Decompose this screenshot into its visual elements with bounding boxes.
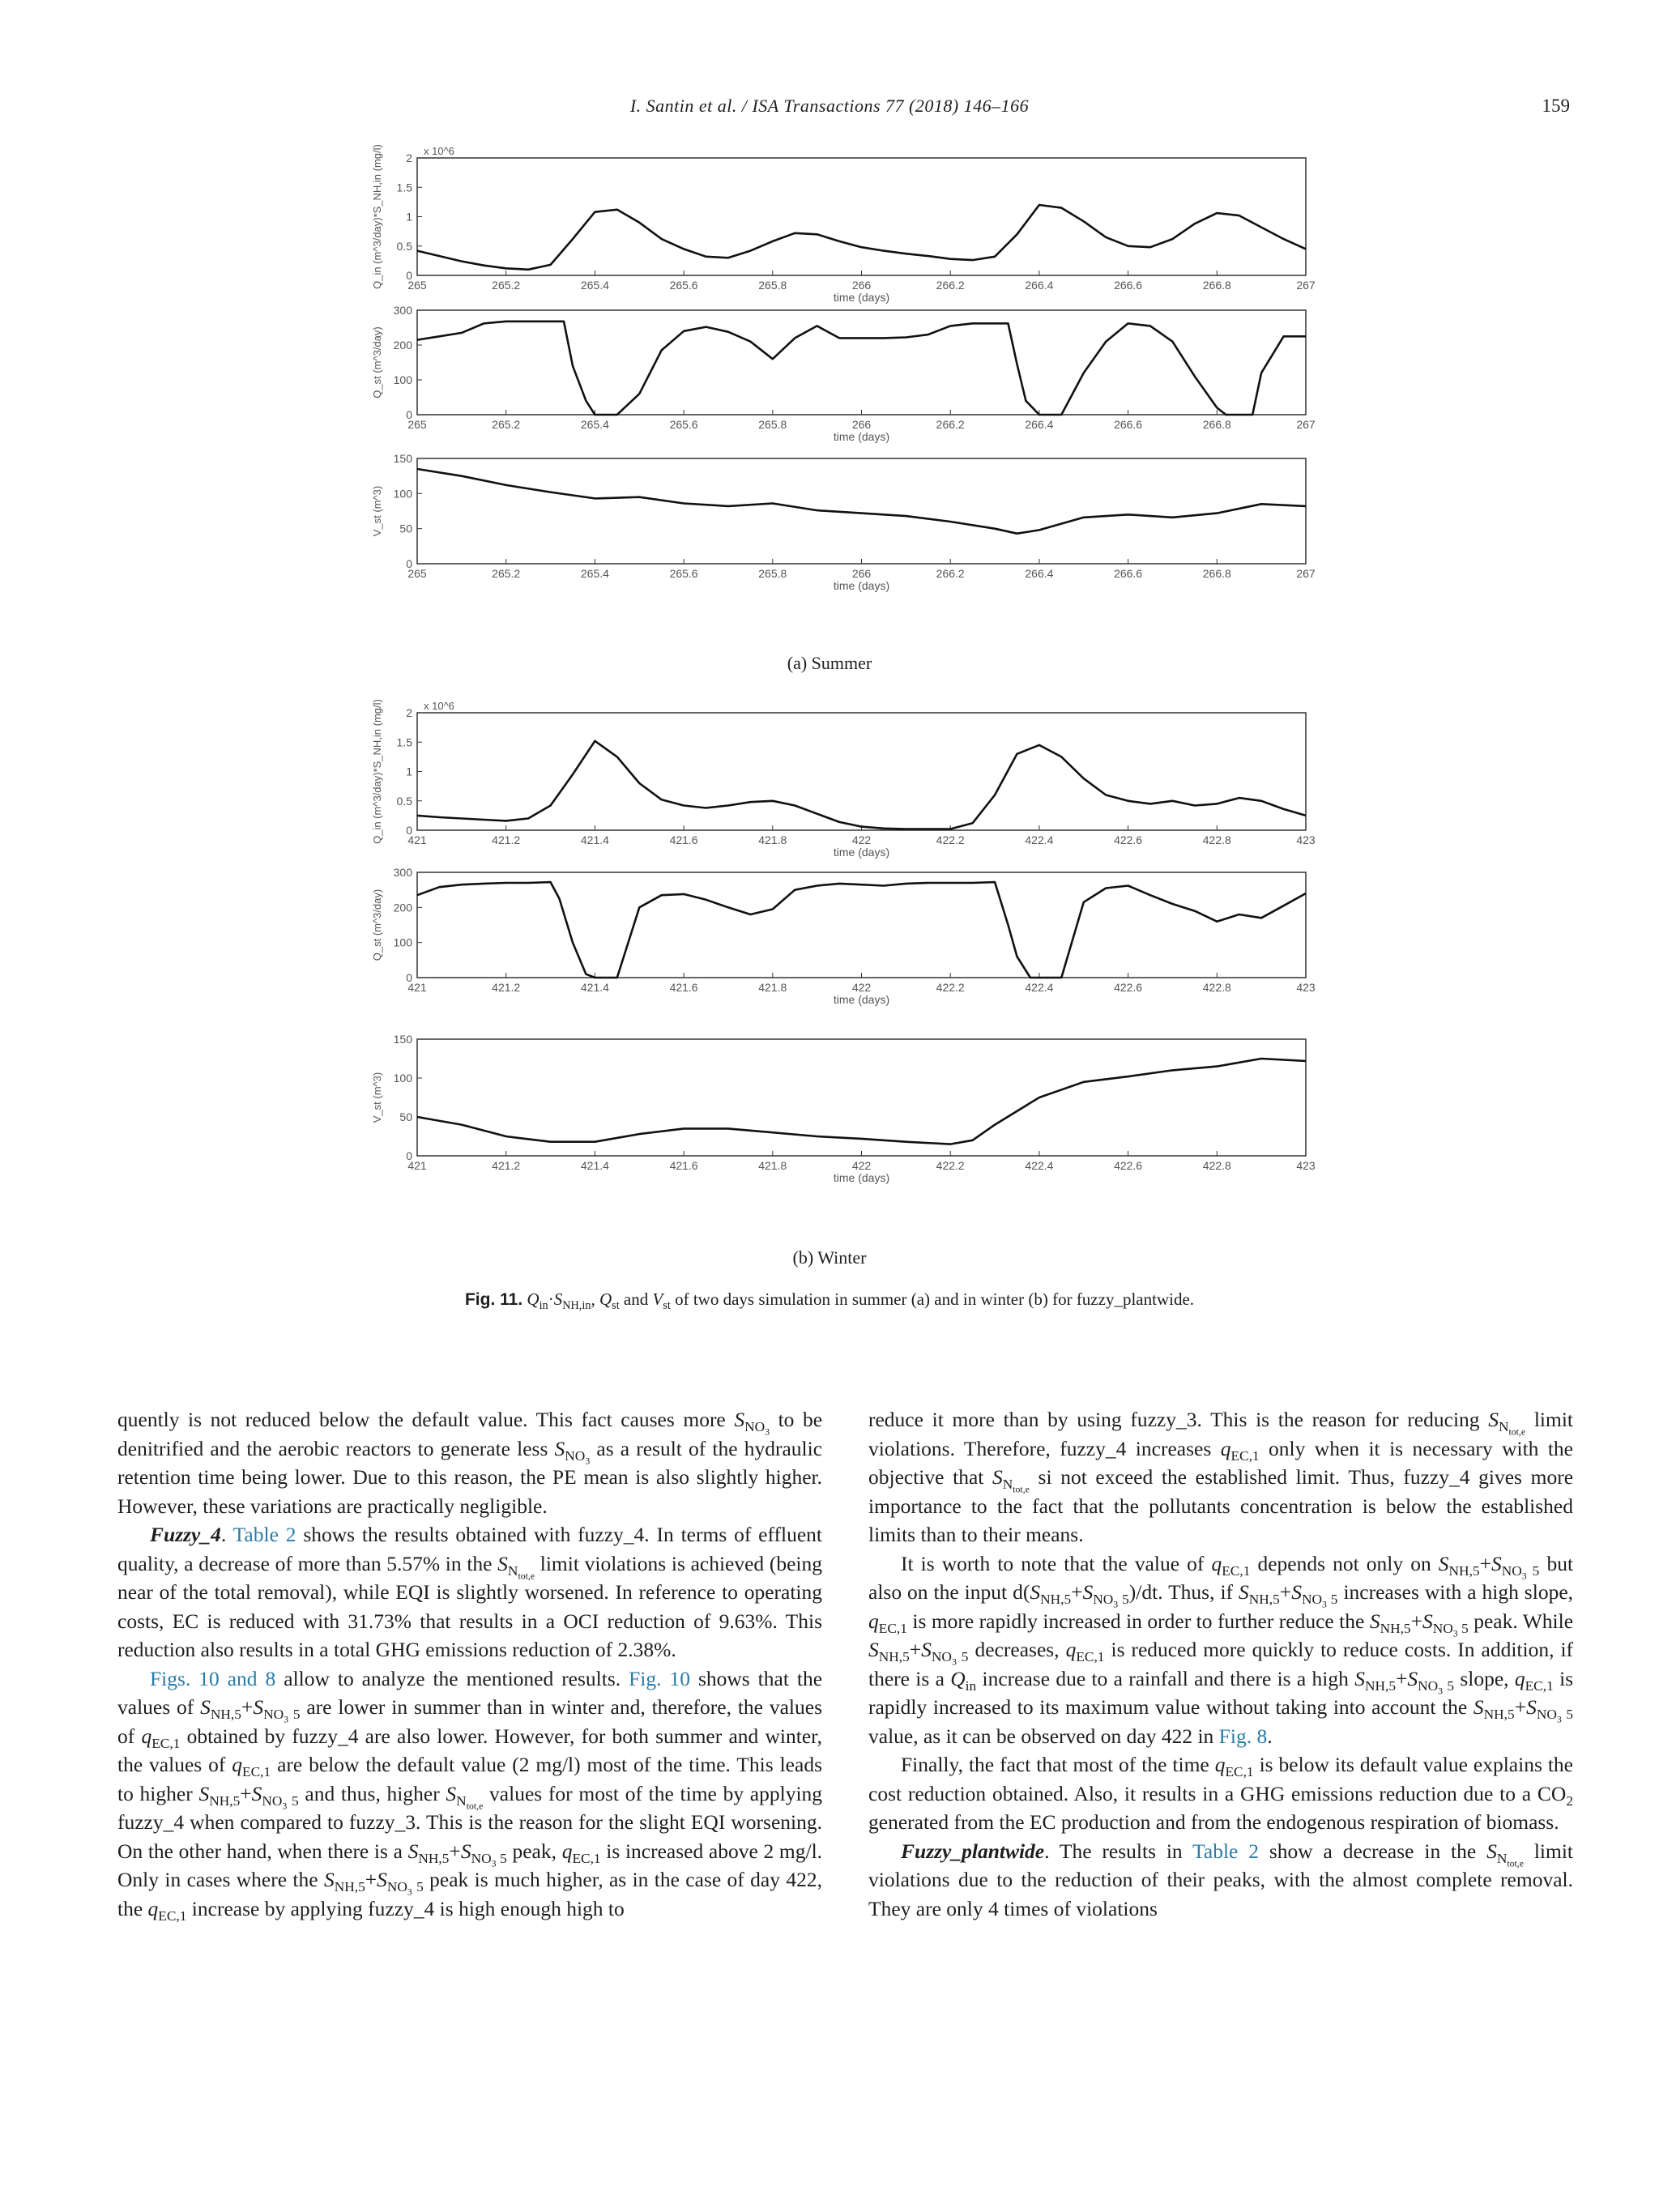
text-run: peak is much higher, as in the case of day 422, the <box>117 1868 822 1920</box>
y-axis-label: Q_in (m^3/day)*S_NH,in (mg/l) <box>371 144 383 289</box>
text-run: as a result of the hydraulic retention time being lower. Due to this reason, the PE mean is also slightly higher. However, these variations are practically negligible. <box>117 1436 823 1518</box>
x-axis-label: time (days) <box>833 1171 890 1184</box>
x-tick-label: 421 <box>407 981 427 994</box>
x-tick-label: 266.8 <box>1202 418 1231 431</box>
text-run: Thus, if <box>1168 1580 1234 1604</box>
y-tick-label: 300 <box>393 866 412 879</box>
paragraph-heading: Fuzzy_4 <box>150 1523 221 1546</box>
text-run: limit violations due to the reduction of their peaks, with the almost complete removal. They are only 4 times of violations <box>868 1839 1574 1920</box>
x-tick-label: 267 <box>1296 418 1316 431</box>
text-run: Finally, the fact that most of the time <box>901 1753 1209 1776</box>
plot-frame <box>417 158 1306 275</box>
table-2-link[interactable]: Table 2 <box>1192 1839 1259 1863</box>
x-tick-label: 265.2 <box>492 418 521 431</box>
x-tick-label: 421.6 <box>669 833 698 846</box>
x-tick-label: 266 <box>851 279 872 292</box>
x-tick-label: 265.4 <box>580 279 609 292</box>
text-run: increases with a high slope, <box>1343 1580 1574 1604</box>
x-axis-label: time (days) <box>833 430 890 443</box>
x-tick-label: 265 <box>407 418 427 431</box>
x-tick-label: 266.4 <box>1025 567 1054 580</box>
x-tick-label: 266.4 <box>1025 418 1054 431</box>
y-tick-label: 50 <box>399 522 412 535</box>
x-tick-label: 265.6 <box>669 418 698 431</box>
y-tick-label: 1 <box>406 210 412 224</box>
text-run: and thus, higher <box>305 1781 440 1805</box>
paragraph: quently is not reduced below the default value. This fact causes more $S_{NO_3}$ to be denitrified and the aerobic reactors to generate less $S_{NO_3}$ as a result of the hydraulic retention time being lower. Due to this reason, the PE mean is also slightly higher. However, these variations are practically negligible. <box>117 1408 823 1518</box>
x-tick-label: 266.6 <box>1114 418 1143 431</box>
x-tick-label: 266.8 <box>1202 279 1231 292</box>
x-axis-label: time (days) <box>833 579 890 592</box>
x-tick-label: 266.2 <box>936 418 965 431</box>
x-tick-label: 422.4 <box>1025 1159 1054 1172</box>
text-run: are lower in summer than in winter and, therefore, the values of <box>117 1695 823 1748</box>
paragraph-finally: Finally, the fact that most of the time $q_{EC,1}$ is below its default value explains the cost reduction obtained. Also, it results in a GHG emissions reduction due to a $CO_2$ generated from the EC production and from the endogenous respiration of biomass. <box>868 1753 1574 1834</box>
y-tick-label: 0.5 <box>396 794 412 808</box>
y-tick-label: 0 <box>406 557 412 570</box>
text-run: limit violations is achieved (being near of the total removal), while EQI is slightly worsened. In reference to operating costs, EC is reduced with 31.73% that results in a OCI reduction of 9.63%. This reduction also results in a total GHG emissions reduction of 2.38%. <box>117 1551 823 1661</box>
text-run: depends not only on <box>1257 1551 1431 1575</box>
x-tick-label: 422 <box>851 1159 872 1172</box>
text-run: is rapidly increased to its maximum value without taking into account the <box>868 1666 1574 1719</box>
y-tick-label: 100 <box>393 1072 412 1085</box>
text-run: increase due to a rainfall and there is a high <box>982 1666 1349 1690</box>
x-tick-label: 422.2 <box>936 833 965 846</box>
x-tick-label: 422.6 <box>1114 833 1143 846</box>
y-tick-label: 300 <box>393 304 412 317</box>
figure-label: Fig. 11. <box>464 1290 523 1309</box>
x-tick-label: 265 <box>407 279 427 292</box>
left-column <box>117 1405 822 1923</box>
y-tick-label: 200 <box>393 901 412 914</box>
text-run: decreases, <box>975 1638 1060 1661</box>
y-tick-label: 0 <box>406 408 412 421</box>
series-line <box>417 882 1306 978</box>
caption-and: and <box>623 1289 649 1309</box>
plot-frame <box>417 872 1306 978</box>
x-tick-label: 421.4 <box>580 1159 609 1172</box>
text-run: is increased above 2 mg/l. Only in cases where the <box>117 1839 823 1891</box>
paragraph-fuzzy-plantwide: Fuzzy_plantwide. The results in Table 2 show a decrease in the $S_{N_{tot,e}}$ limit violations due to the reduction of their peaks, with the almost complete removal. They are only 4 times of violations <box>868 1839 1574 1920</box>
x-tick-label: 267 <box>1296 279 1316 292</box>
text-run: is below its default value explains the cost reduction obtained. Also, it results in a GHG emissions reduction due to a CO <box>868 1753 1574 1805</box>
paragraph-worth: It is worth to note that the value of $q_{EC,1}$ depends not only on $S_{NH,5}+S_{NO_3 5}$ but also on the input $d(S_{NH,5}+S_{NO_3 5})/dt$. Thus, if $S_{NH,5}+S_{NO_3 5}$ increases with a high slope, $q_{EC,1}$ is more rapidly increased in order to further reduce the $S_{NH,5}+S_{NO_3 5}$ peak. While $S_{NH,5}+S_{NO_3 5}$ decreases, $q_{EC,1}$ is reduced more quickly to reduce costs. In addition, if there is a $Q_{in}$ increase due to a rainfall and there is a high $S_{NH,5}+S_{NO_3 5}$ slope, $q_{EC,1}$ is rapidly increased to its maximum value without taking into account the $S_{NH,5}+S_{NO_3 5}$ value, as it can be observed on day 422 in Fig. 8. <box>868 1551 1574 1748</box>
x-tick-label: 422.2 <box>936 981 965 994</box>
y-axis-label: V_st (m^3) <box>371 485 383 537</box>
x-tick-label: 421.6 <box>669 981 698 994</box>
paragraph-fuzzy4: Fuzzy_4. Table 2 shows the results obtained with fuzzy_4. In terms of effluent quality, a decrease of more than 5.57% in the $S_{N_{tot,e}}$ limit violations is achieved (being near of the total removal), while EQI is slightly worsened. In reference to operating costs, EC is reduced with 31.73% that results in a OCI reduction of 9.63%. This reduction also results in a total GHG emissions reduction of 2.38%. <box>117 1523 823 1661</box>
y-tick-label: 2 <box>406 151 412 164</box>
x-tick-label: 421.2 <box>492 981 521 994</box>
text-run: are below the default value (2 mg/l) most of the time. This leads to higher <box>117 1753 822 1805</box>
y-tick-label: 1 <box>406 765 412 778</box>
text-run: shows the results obtained with fuzzy_4. In terms of effluent quality, a decrease of more than 5.57% in the <box>117 1523 822 1575</box>
x-tick-label: 421.2 <box>492 833 521 846</box>
text-run: is reduced more quickly to reduce costs. In addition, if there is a <box>868 1638 1574 1690</box>
y-tick-label: 2 <box>406 706 412 719</box>
x-tick-label: 265.8 <box>758 567 787 580</box>
y-tick-label: 150 <box>393 1033 412 1046</box>
y-tick-label: 100 <box>393 936 412 949</box>
text-run: quently is not reduced below the default value. This fact causes more <box>117 1408 726 1431</box>
x-tick-label: 266.4 <box>1025 279 1054 292</box>
text-run: si not exceed the established limit. Thus, fuzzy_4 gives more importance to the fact that the pollutants concentration is below the established limits than to their means. <box>868 1465 1574 1546</box>
text-run: generated from the EC production and from the endogenous respiration of biomass. <box>868 1810 1559 1834</box>
y-tick-label: 150 <box>393 452 412 465</box>
y-scale-label: x 10^6 <box>424 145 454 157</box>
x-tick-label: 423 <box>1296 981 1316 994</box>
x-tick-label: 422.6 <box>1114 981 1143 994</box>
y-tick-label: 0 <box>406 971 412 984</box>
y-tick-label: 1.5 <box>396 735 412 749</box>
x-tick-label: 265.2 <box>492 567 521 580</box>
y-tick-label: 0 <box>406 269 412 282</box>
x-tick-label: 266.2 <box>936 279 965 292</box>
text-run: is more rapidly increased in order to further reduce the <box>912 1609 1365 1633</box>
x-tick-label: 265.6 <box>669 567 698 580</box>
x-tick-label: 267 <box>1296 567 1316 580</box>
x-tick-label: 421.4 <box>580 981 609 994</box>
text-run: limit violations. Therefore, fuzzy_4 increases <box>868 1408 1574 1460</box>
x-tick-label: 421 <box>407 833 427 846</box>
x-tick-label: 265.8 <box>758 279 787 292</box>
series-line <box>417 741 1306 829</box>
x-tick-label: 266.6 <box>1114 567 1143 580</box>
x-tick-label: 421.2 <box>492 1159 521 1172</box>
y-axis-label: Q_st (m^3/day) <box>371 889 383 961</box>
figure-caption-text: of two days simulation in summer (a) and in winter (b) for fuzzy_plantwide. <box>675 1289 1195 1309</box>
x-tick-label: 422 <box>851 981 872 994</box>
text-run: to be denitrified and the aerobic reactors to generate less <box>117 1408 823 1460</box>
x-tick-label: 421.6 <box>669 1159 698 1172</box>
y-tick-label: 0 <box>406 1149 412 1162</box>
y-tick-label: 100 <box>393 487 412 501</box>
series-line <box>417 322 1306 415</box>
x-axis-label: time (days) <box>833 846 890 859</box>
y-tick-label: 1.5 <box>396 181 412 194</box>
x-tick-label: 422.6 <box>1114 1159 1143 1172</box>
paragraph-figs: Figs. 10 and 8 allow to analyze the mentioned results. Fig. 10 shows that the values of $S_{NH,5}+S_{NO_3 5}$ are lower in summer than in winter and, therefore, the values of $q_{EC,1}$ obtained by fuzzy_4 are also lower. However, for both summer and winter, the values of $q_{EC,1}$ are below the default value (2 mg/l) most of the time. This leads to higher $S_{NH,5}+S_{NO_3 5}$ and thus, higher $S_{N_{tot,e}}$ values for most of the time by applying fuzzy_4 when compared to fuzzy_3. This is the reason for the slight EQI worsening. On the other hand, when there is a $S_{NH,5}+S_{NO_3 5}$ peak, $q_{EC,1}$ is increased above 2 mg/l. Only in cases where the $S_{NH,5}+S_{NO_3 5}$ peak is much higher, as in the case of day 422, the $q_{EC,1}$ increase by applying fuzzy_4 is high enough high to <box>117 1666 823 1924</box>
x-tick-label: 266.6 <box>1114 279 1143 292</box>
y-axis-label: Q_in (m^3/day)*S_NH,in (mg/l) <box>371 699 383 844</box>
text-run: slope, <box>1460 1666 1509 1690</box>
x-tick-label: 265.4 <box>580 418 609 431</box>
x-tick-label: 421 <box>407 1159 427 1172</box>
plot-frame <box>417 310 1306 415</box>
x-tick-label: 423 <box>1296 1159 1316 1172</box>
x-tick-label: 421.8 <box>758 1159 787 1172</box>
text-run: increase by applying fuzzy_4 is high enough high to <box>191 1896 625 1920</box>
text-run: It is worth to note that the value of <box>901 1551 1205 1575</box>
x-tick-label: 266 <box>851 567 872 580</box>
x-tick-label: 265.6 <box>669 279 698 292</box>
figure-caption: Fig. 11. $Q_{in}\cdot S_{NH,in}$, $Q_{st}$ and $V_{st}$ of two days simulation in summer (a) and in winter (b) for fuzzy_plantwide. <box>464 1289 1195 1313</box>
x-tick-label: 265 <box>407 567 427 580</box>
right-column <box>868 1405 1573 1923</box>
x-tick-label: 423 <box>1296 833 1316 846</box>
x-tick-label: 422.4 <box>1025 833 1054 846</box>
y-tick-label: 100 <box>393 373 412 386</box>
y-tick-label: 200 <box>393 339 412 352</box>
plot-frame <box>417 713 1306 830</box>
text-run: only when it is necessary with the objective that <box>868 1436 1573 1489</box>
x-tick-label: 265.4 <box>580 567 609 580</box>
y-tick-label: 50 <box>399 1110 412 1123</box>
x-tick-label: 266.2 <box>936 567 965 580</box>
x-tick-label: 266 <box>851 418 872 431</box>
series-line <box>417 205 1306 270</box>
series-line <box>417 1059 1306 1144</box>
page-number: 159 <box>1542 96 1570 116</box>
series-line <box>417 469 1306 534</box>
y-tick-label: 0.5 <box>396 239 412 253</box>
x-tick-label: 421.8 <box>758 833 787 846</box>
table-2-link[interactable]: Table 2 <box>232 1523 296 1546</box>
x-tick-label: 265.2 <box>492 279 521 292</box>
y-axis-label: Q_st (m^3/day) <box>371 326 383 399</box>
text-run: peak, <box>512 1839 557 1863</box>
plot-frame <box>417 458 1306 564</box>
x-tick-label: 422.8 <box>1202 981 1231 994</box>
x-tick-label: 421.4 <box>580 833 609 846</box>
text-run: peak. While <box>1473 1609 1574 1633</box>
text-run: values for most of the time by applying fuzzy_4 when compared to fuzzy_3. This is the reason for the slight EQI worsening. On the other hand, when there is a <box>117 1781 823 1863</box>
paragraph: reduce it more than by using fuzzy_3. This is the reason for reducing $S_{N_{tot,e}}$ limit violations. Therefore, fuzzy_4 increases $q_{EC,1}$ only when it is necessary with the objective that $S_{N_{tot,e}}$ si not exceed the established limit. Thus, fuzzy_4 gives more importance to the fact that the pollutants concentration is below the established limits than to their means. <box>868 1408 1574 1546</box>
x-axis-label: time (days) <box>833 291 890 304</box>
subcaption-summer: (a) Summer <box>787 653 872 673</box>
y-scale-label: x 10^6 <box>424 700 454 712</box>
x-tick-label: 421.8 <box>758 981 787 994</box>
x-tick-label: 422.8 <box>1202 1159 1231 1172</box>
figs-10-8-link[interactable]: Figs. 10 and 8 <box>150 1666 276 1690</box>
text-run: The results in <box>1059 1839 1183 1863</box>
x-tick-label: 422 <box>851 833 872 846</box>
x-tick-label: 422.8 <box>1202 833 1231 846</box>
paragraph-heading: Fuzzy_plantwide <box>901 1839 1045 1863</box>
x-tick-label: 265.8 <box>758 418 787 431</box>
text-run: value, as it can be observed on day 422 in <box>868 1724 1214 1748</box>
text-run: show a decrease in the <box>1269 1839 1477 1863</box>
x-tick-label: 422.4 <box>1025 981 1054 994</box>
text-run: but also on the input <box>868 1551 1574 1604</box>
text-run: obtained by fuzzy_4 are also lower. However, for both summer and winter, the values of <box>117 1724 822 1776</box>
x-tick-label: 422.2 <box>936 1159 965 1172</box>
fig-10-link[interactable]: Fig. 10 <box>629 1666 690 1690</box>
y-axis-label: V_st (m^3) <box>371 1072 383 1123</box>
x-tick-label: 266.8 <box>1202 567 1231 580</box>
x-axis-label: time (days) <box>833 993 890 1006</box>
text-run: allow to analyze the mentioned results. <box>284 1666 621 1690</box>
text-run: reduce it more than by using fuzzy_3. This is the reason for reducing <box>868 1408 1480 1431</box>
text-run: shows that the values of <box>117 1666 823 1719</box>
subcaption-winter: (b) Winter <box>792 1247 867 1268</box>
journal-citation: I. Santin et al. / ISA Transactions 77 (2018) 146–166 <box>629 96 1030 116</box>
y-tick-label: 0 <box>406 824 412 837</box>
fig-8-link[interactable]: Fig. 8 <box>1218 1724 1268 1748</box>
